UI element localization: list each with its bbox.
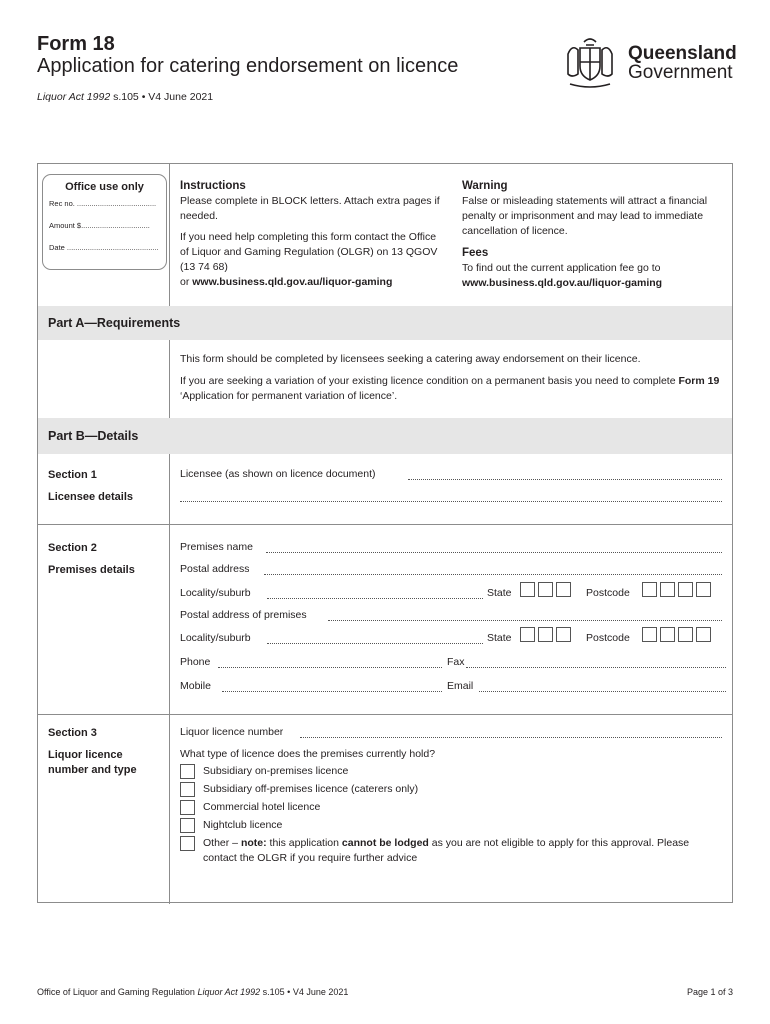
part-a-text	[180, 352, 720, 404]
locality-input[interactable]	[267, 589, 483, 599]
other-end: as you are not eligible to apply for this approval. Please contact the OLGR if you require further advice	[203, 837, 690, 864]
office-use-title: Office use only	[65, 181, 144, 193]
part-a-form19: Form 19	[678, 375, 720, 387]
part-a-p2-start: If you are seeking a variation of your existing licence condition on a permanent basis you need to complete	[180, 375, 679, 387]
checkbox[interactable]	[180, 836, 195, 851]
other-bold: cannot be lodged	[341, 837, 429, 849]
option-label: Nightclub licence	[203, 819, 283, 831]
licence-number-label: Liquor licence number	[180, 726, 284, 738]
option-nightclub[interactable]	[180, 818, 282, 833]
checkbox[interactable]	[180, 818, 195, 833]
other-prefix: Other –	[203, 837, 241, 849]
postal-premises-input[interactable]	[328, 611, 722, 621]
postal-address-label: Postal address	[180, 563, 250, 575]
section-1-divider	[38, 524, 732, 525]
act-version: s.105 • V4 June 2021	[110, 91, 214, 103]
part-a-divider	[169, 340, 170, 418]
top-divider	[169, 164, 170, 306]
licence-number-input[interactable]	[300, 728, 722, 738]
instructions-text-3	[180, 275, 442, 290]
page-title: Application for catering endorsement on licence	[37, 55, 459, 77]
amount-field: Amount $.................................	[49, 221, 150, 230]
section-2-divider	[38, 714, 732, 715]
locality-2-input[interactable]	[267, 634, 483, 644]
form-frame	[37, 163, 733, 903]
postal-address-input[interactable]	[264, 565, 722, 575]
act-reference	[37, 91, 213, 103]
section-2-number: Section 2	[48, 542, 97, 554]
checkbox[interactable]	[180, 782, 195, 797]
part-a-heading: Part A—Requirements	[38, 306, 732, 340]
licensee-input[interactable]	[408, 470, 722, 480]
fees-heading: Fees	[462, 247, 489, 259]
premises-name-label: Premises name	[180, 541, 253, 553]
postcode-2-input[interactable]	[642, 627, 714, 642]
checkbox[interactable]	[180, 764, 195, 779]
section-1-title: Licensee details	[48, 491, 133, 503]
instructions-block	[180, 179, 442, 290]
checkbox[interactable]	[180, 800, 195, 815]
fax-label: Fax	[447, 656, 465, 668]
logo-line-1: Queensland	[628, 43, 737, 64]
state-label: State	[487, 587, 512, 599]
mobile-label: Mobile	[180, 680, 211, 692]
postal-premises-label: Postal address of premises	[180, 609, 307, 621]
footer-reference	[37, 987, 348, 997]
footer-version: s.105 • V4 June 2021	[260, 987, 349, 997]
form-number: Form 18	[37, 33, 115, 55]
fax-input[interactable]	[466, 658, 726, 668]
footer-act: Liquor Act 1992	[197, 987, 261, 997]
queensland-government-logo	[562, 34, 737, 90]
instructions-text-2: If you need help completing this form contact the Office of Liquor and Gaming Regulation (OLGR) on 13 QGOV (13 74 68)	[180, 231, 438, 273]
footer-org: Office of Liquor and Gaming Regulation	[37, 987, 198, 997]
date-field: Date ............................................	[49, 243, 159, 252]
instructions-heading: Instructions	[180, 180, 246, 192]
licensee-input-line-2[interactable]	[180, 492, 722, 502]
phone-input[interactable]	[218, 658, 442, 668]
other-mid: this application	[266, 837, 342, 849]
part-a-p2-end: ‘Application for permanent variation of licence’.	[180, 390, 398, 402]
part-a-p2	[180, 374, 720, 404]
option-other-label	[180, 836, 725, 866]
phone-label: Phone	[180, 656, 211, 668]
locality-2-label: Locality/suburb	[180, 632, 251, 644]
warning-heading: Warning	[462, 180, 508, 192]
option-subsidiary-on[interactable]	[180, 764, 348, 779]
section-3-number: Section 3	[48, 727, 97, 739]
part-b-heading: Part B—Details	[38, 418, 732, 454]
mobile-input[interactable]	[222, 682, 442, 692]
act-name: Liquor Act 1992	[37, 91, 111, 103]
premises-name-input[interactable]	[266, 543, 722, 553]
option-label: Commercial hotel licence	[203, 801, 321, 813]
warning-text: False or misleading statements will attract a financial penalty or imprisonment and may lead to immediate cancellation of licence.	[462, 195, 708, 237]
coat-of-arms-icon	[562, 34, 618, 90]
email-label: Email	[447, 680, 474, 692]
locality-label: Locality/suburb	[180, 587, 251, 599]
state-input[interactable]	[520, 582, 574, 597]
part-b-divider	[169, 454, 170, 904]
option-label: Subsidiary off-premises licence (caterers only)	[203, 783, 419, 795]
fees-text: To find out the current application fee go to	[462, 262, 661, 274]
postcode-label: Postcode	[586, 587, 630, 599]
office-use-box	[42, 174, 167, 270]
warning-block	[462, 179, 724, 291]
instructions-or: or	[180, 276, 193, 288]
option-commercial-hotel[interactable]	[180, 800, 320, 815]
fees-link[interactable]: www.business.qld.gov.au/liquor-gaming	[462, 277, 663, 289]
postcode-input[interactable]	[642, 582, 714, 597]
section-1-number: Section 1	[48, 469, 97, 481]
section-2-title: Premises details	[48, 564, 135, 576]
section-3-title: Liquor licence number and type	[48, 749, 137, 776]
instructions-text-1: Please complete in BLOCK letters. Attach extra pages if needed.	[180, 195, 440, 222]
option-subsidiary-off[interactable]	[180, 782, 418, 797]
option-other[interactable]	[180, 836, 725, 866]
instructions-link[interactable]: www.business.qld.gov.au/liquor-gaming	[192, 276, 393, 288]
licence-type-question: What type of licence does the premises currently hold?	[180, 748, 436, 760]
email-input[interactable]	[479, 682, 726, 692]
part-a-p1: This form should be completed by licensees seeking a catering away endorsement on their licence.	[180, 353, 641, 365]
postcode-2-label: Postcode	[586, 632, 630, 644]
rec-no-field: Rec no. ......................................	[49, 199, 157, 208]
option-label: Subsidiary on-premises licence	[203, 765, 349, 777]
logo-line-2: Government	[628, 62, 733, 83]
state-2-input[interactable]	[520, 627, 574, 642]
other-note: note:	[240, 837, 267, 849]
page-number: Page 1 of 3	[686, 987, 733, 997]
state-2-label: State	[487, 632, 512, 644]
licensee-label: Licensee (as shown on licence document)	[180, 468, 376, 480]
